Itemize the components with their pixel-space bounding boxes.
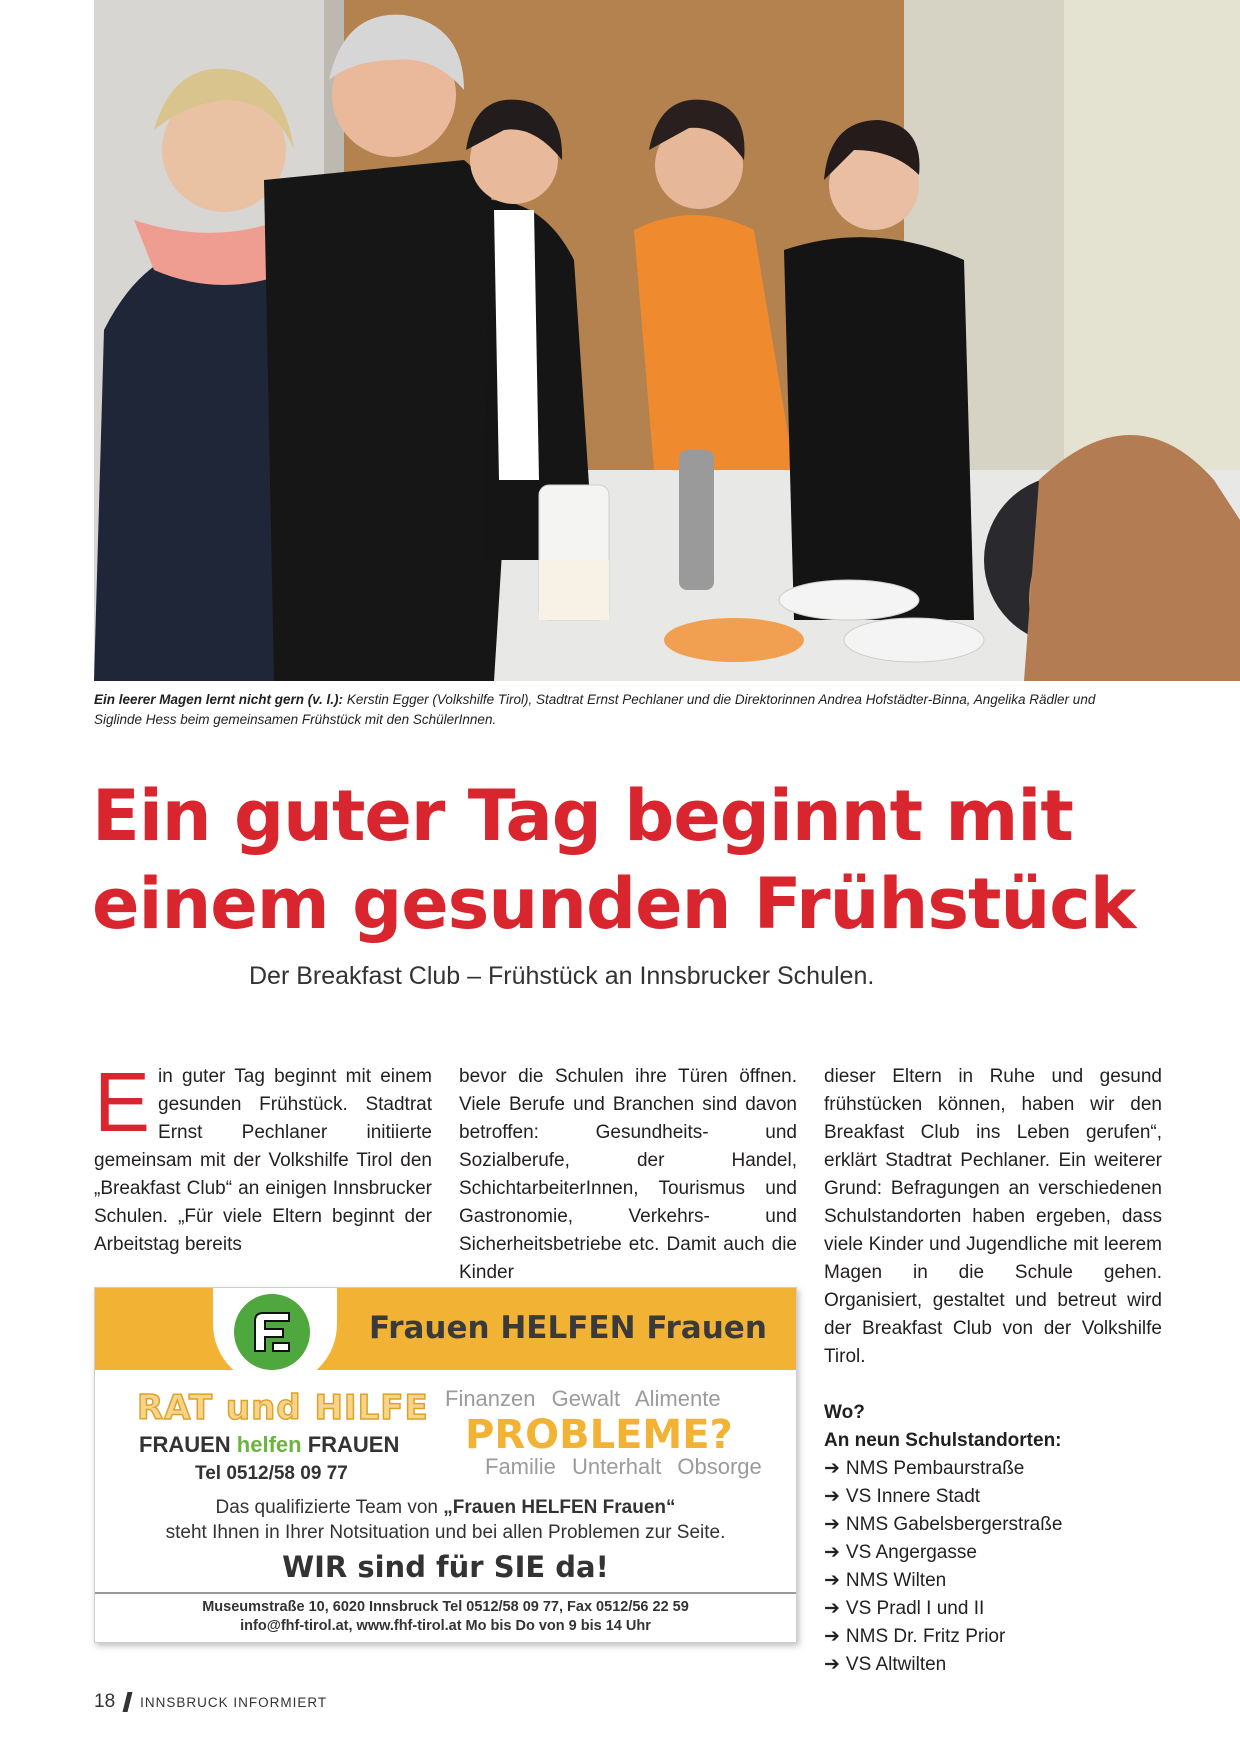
article-column-2: bevor die Schulen ihre Türen öffnen. Viele Berufe und Branchen sind davon betroffen: Gesundheits- und Sozialberufe, der Handel, SchichtarbeiterInnen, Tourismus und Gastronomie, Verkehrs- und Sicherheitsbetriebe etc. Damit auch die Kinder [459,1066,797,1283]
arrow-right-icon: ➔ [824,1458,840,1479]
article-subline: Der Breakfast Club – Frühstück an Innsbrucker Schulen. [249,962,875,990]
publication-name: INNSBRUCK INFORMIERT [140,1694,328,1710]
article-headline [92,772,1192,948]
ad-logo [213,1287,337,1386]
page-number: 18 [94,1691,116,1712]
location-label: VS Pradl I und II [845,1598,985,1619]
where-title: Wo? [824,1402,865,1423]
ad-description [95,1495,796,1545]
locations-list [824,1455,1162,1679]
ad-desc-quote: „Frauen HELFEN Frauen“ [443,1497,676,1518]
column-3-text: dieser Eltern in Ruhe und gesund frühstücken können, haben wir den Breakfast Club ins Leben gerufen“, erklärt Stadtrat Pechlaner. Ein weiterer Grund: Befragungen an verschiedenen Schulstandorten haben ergeben, dass viele Kinder und Jugendliche mit leerem Magen in die Schule gehen. Organisiert, gestaltet und betreut wird der Breakfast Club von der Volkshilfe Tirol. [824,1066,1162,1367]
arrow-right-icon: ➔ [824,1486,840,1507]
location-item [824,1483,1162,1511]
slash-icon [123,1692,133,1712]
arrow-right-icon: ➔ [824,1626,840,1647]
ad-topics-1: Finanzen Gewalt Alimente [445,1386,721,1411]
arrow-right-icon: ➔ [824,1598,840,1619]
ad-fhf-line [139,1432,399,1458]
location-label: VS Angergasse [845,1542,977,1563]
article-column-3 [824,1063,1162,1679]
caption-lead: Ein leerer Magen lernt nicht gern (v. l.): [94,692,344,707]
location-label: VS Innere Stadt [845,1486,981,1507]
ad-fhf-a: FRAUEN [139,1432,237,1457]
where-subtitle: An neun Schulstandorten: [824,1430,1062,1451]
ad-brand: Frauen HELFEN Frauen [369,1310,767,1346]
arrow-right-icon: ➔ [824,1542,840,1563]
ad-desc-1: Das qualifizierte Team von [215,1497,444,1518]
headline-line-1: Ein guter Tag beginnt mit [92,775,1073,857]
location-item [824,1455,1162,1483]
dropcap: E [94,1055,151,1149]
headline-line-2: einem gesunden Frühstück [92,863,1136,945]
ad-desc-2: steht Ihnen in Ihrer Notsituation und bei allen Problemen zur Seite. [165,1522,726,1543]
locations-box [824,1399,1162,1679]
location-label: NMS Gabelsbergerstraße [845,1514,1063,1535]
ad-slogan: WIR sind für SIE da! [282,1550,609,1584]
advertisement [94,1287,797,1643]
ad-address: Museumstraße 10, 6020 Innsbruck Tel 0512/58 09 77, Fax 0512/56 22 59 [202,1599,689,1615]
photo-group-breakfast [94,0,1240,681]
ad-divider [95,1592,796,1594]
arrow-right-icon: ➔ [824,1514,840,1535]
ad-fhf-b: helfen [236,1432,302,1457]
location-label: NMS Wilten [845,1570,947,1591]
location-item [824,1651,1162,1679]
ad-topics-2: Familie Unterhalt Obsorge [485,1454,762,1479]
ad-phone: Tel 0512/58 09 77 [195,1463,348,1484]
ad-fhf-c: FRAUEN [301,1432,400,1457]
location-item [824,1511,1162,1539]
location-label: NMS Dr. Fritz Prior [845,1626,1006,1647]
location-item [824,1595,1162,1623]
arrow-right-icon: ➔ [824,1570,840,1591]
caption-text: Kerstin Egger (Volkshilfe Tirol), Stadtrat Ernst Pechlaner und die Direktorinnen Andrea Hofstädter-Binna, Angelika Rädler und Siglinde Hess beim gemeinsamen Frühstück mit den SchülerInnen. [94,692,1096,727]
location-item [824,1539,1162,1567]
location-label: NMS Pembaurstraße [845,1458,1025,1479]
column-1-text: in guter Tag beginnt mit einem gesunden Frühstück. Stadtrat Ernst Pechlaner initiierte gemeinsam mit der Volkshilfe Tirol den „Breakfast Club“ an einigen Innsbrucker Schulen. „Für viele Eltern beginnt der Arbeitstag bereits [94,1066,432,1255]
location-item [824,1567,1162,1595]
page-footer [94,1691,327,1713]
ad-rat-und-hilfe: RAT und HILFE [137,1388,429,1428]
ad-probleme: PROBLEME? [465,1412,733,1458]
arrow-right-icon: ➔ [824,1654,840,1675]
ad-contact: info@fhf-tirol.at, www.fhf-tirol.at Mo bis Do von 9 bis 14 Uhr [240,1618,651,1634]
location-label: VS Altwilten [845,1654,947,1675]
ad-footer [95,1598,796,1636]
fhf-logo-icon [234,1294,310,1370]
article-column-1 [94,1055,432,1259]
article-photo [94,0,1240,681]
photo-caption [94,690,1144,730]
location-item [824,1623,1162,1651]
